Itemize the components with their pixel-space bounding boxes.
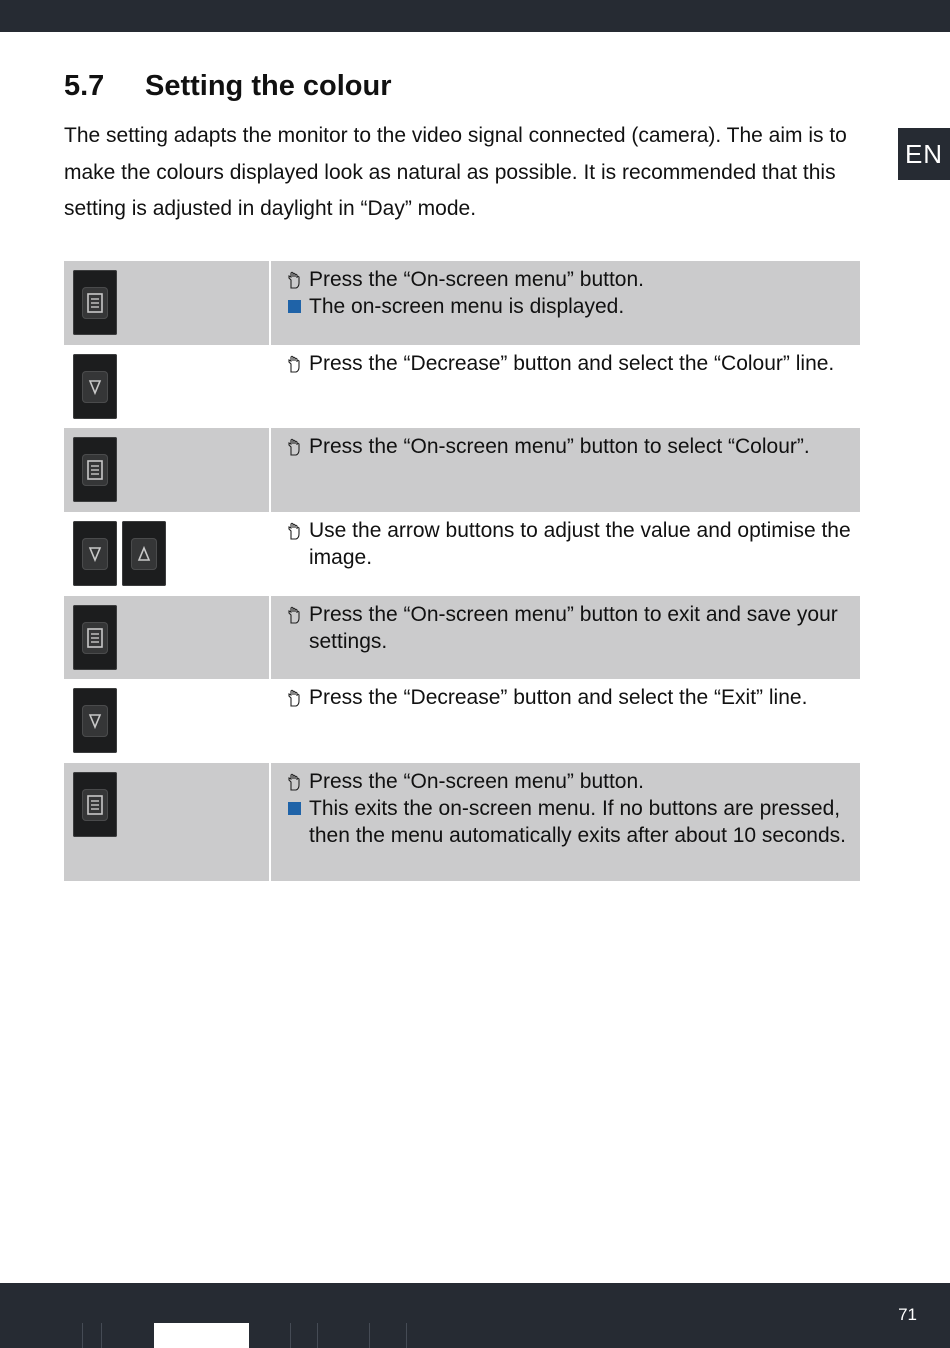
decrease-button-icon (73, 688, 117, 753)
step-icon-cell (64, 345, 269, 428)
step-row (64, 428, 860, 512)
step-instruction: Press the “Decrease” button and select the “Colour” line. (309, 352, 835, 375)
result-square-icon (279, 795, 309, 815)
increase-button-icon (122, 521, 166, 586)
step-row (64, 763, 860, 881)
step-row (64, 345, 860, 428)
instruction-line (279, 768, 852, 795)
pointing-hand-icon (279, 601, 309, 624)
pointing-hand-icon (279, 433, 309, 456)
bottom-bar (0, 1283, 950, 1348)
result-square-icon (279, 293, 309, 313)
step-instruction: Press the “On-screen menu” button. (309, 268, 644, 291)
step-instruction: Press the “On-screen menu” button to select “Colour”. (309, 435, 810, 458)
step-instruction: Press the “Decrease” button and select the “Exit” line. (309, 686, 808, 709)
instruction-line (279, 517, 852, 571)
step-instruction: Press the “On-screen menu” button to exit and save your settings. (309, 603, 838, 653)
step-row (64, 679, 860, 763)
step-icon-cell (64, 596, 269, 679)
step-icon-cell (64, 261, 269, 345)
section-title: Setting the colour (145, 70, 392, 102)
page-number: 71 (898, 1305, 917, 1324)
step-result: This exits the on-screen menu. If no buttons are pressed, then the menu automatically exits after about 10 seconds. (309, 797, 846, 847)
pointing-hand-icon (279, 768, 309, 791)
step-row (64, 596, 860, 679)
step-text-cell (271, 763, 860, 881)
step-text-cell (271, 261, 860, 345)
step-row (64, 261, 860, 345)
instruction-line (279, 684, 852, 711)
color-swatch (154, 1323, 249, 1348)
step-icon-cell (64, 428, 269, 512)
step-text-cell (271, 512, 860, 596)
step-text-cell (271, 428, 860, 512)
top-bar (0, 0, 950, 32)
step-icon-cell (64, 763, 269, 881)
section-heading (64, 70, 392, 103)
pointing-hand-icon (279, 266, 309, 289)
step-text-cell (271, 679, 860, 763)
instruction-line (279, 266, 852, 293)
decrease-button-icon (73, 354, 117, 419)
result-line (279, 795, 852, 849)
decrease-button-icon (73, 521, 117, 586)
pointing-hand-icon (279, 350, 309, 373)
step-result: The on-screen menu is displayed. (309, 295, 625, 318)
pointing-hand-icon (279, 684, 309, 707)
result-line (279, 293, 852, 320)
instruction-line (279, 433, 852, 460)
step-instruction: Use the arrow buttons to adjust the value and optimise the image. (309, 519, 851, 569)
menu-button-icon (73, 772, 117, 837)
pointing-hand-icon (279, 517, 309, 540)
intro-paragraph: The setting adapts the monitor to the video signal connected (camera). The aim is to make the colours displayed look as natural as possible. It is recommended that this setting is adjusted in daylight in “Day” mode. (64, 124, 847, 220)
step-row (64, 512, 860, 596)
step-text-cell (271, 345, 860, 428)
language-tab: EN (898, 128, 950, 180)
instruction-line (279, 601, 852, 655)
instruction-line (279, 350, 852, 377)
steps-table (64, 261, 860, 881)
menu-button-icon (73, 270, 117, 335)
step-instruction: Press the “On-screen menu” button. (309, 770, 644, 793)
step-icon-cell (64, 512, 269, 596)
step-icon-cell (64, 679, 269, 763)
menu-button-icon (73, 437, 117, 502)
step-text-cell (271, 596, 860, 679)
section-number: 5.7 (64, 70, 105, 102)
menu-button-icon (73, 605, 117, 670)
